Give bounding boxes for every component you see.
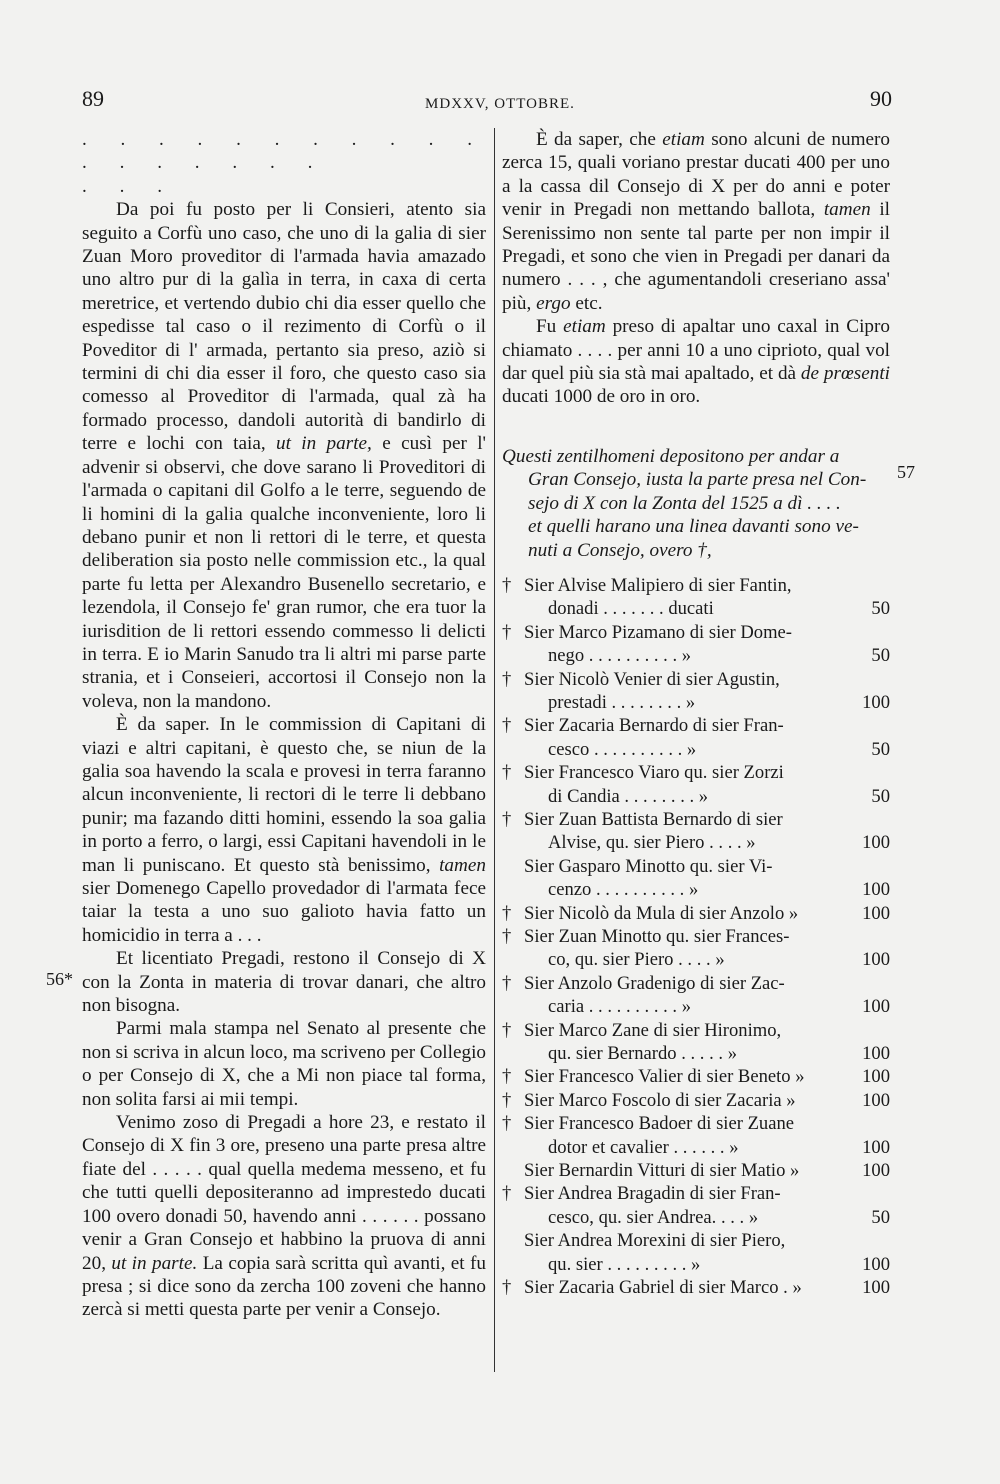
entry-line-1: Sier Zacaria Gabriel di sier Marco . » [524,1277,802,1299]
entry-line-2: dotor et cavalier . . . . . . » [548,1136,739,1158]
entry-line-1: Sier Nicolò da Mula di sier Anzolo » [524,902,799,924]
entry-name [524,1065,824,1088]
entry-amount: 50 [871,738,890,760]
cross-mark: † [502,808,512,830]
entry-name [524,1229,824,1276]
entry-amount: 100 [862,1253,890,1275]
cross-mark: † [502,972,512,994]
cross-mark: † [502,574,512,596]
entry-name [524,855,824,902]
ellipsis-line: . . . [82,175,176,197]
entry-line-1: Sier Zacaria Bernardo di sier Fran- [524,715,784,737]
entry-amount: 100 [862,691,890,713]
entry-name [524,714,824,761]
list-item [502,1112,890,1159]
cross-mark [502,1159,524,1182]
entry-name [524,808,824,855]
entry-line-2: prestadi . . . . . . . . » [548,691,696,713]
entry-amount: 100 [862,879,890,901]
entry-line-1: Sier Francesco Valier di sier Beneto » [524,1066,805,1088]
paragraph: È da saper, che etiam sono alcuni de numero zerca 15, quali voriano prestar ducati 400 per uno a la cassa dil Consejo di X per do anni e poter venir in Pregadi non mettando ballota, tamen il Serenissimo non sente tal parte per non impir il Pregadi, et sono che vien in Pregadi per danari da numero . . . , che agumentandoli creseriano assa' più, ergo etc. [502,129,891,314]
list-item [502,902,890,925]
entry-name [524,761,824,808]
entry-amount: 50 [871,598,890,620]
list-item [502,1019,890,1066]
cross-mark: † [502,715,512,737]
entry-line-2: caria . . . . . . . . . . » [548,996,692,1018]
list-item [502,1089,890,1112]
list-item [502,621,890,668]
entry-line-1: Sier Bernardin Vitturi di sier Matio » [524,1160,800,1182]
entry-name [524,621,824,668]
cross-mark: † [502,762,512,784]
margin-note-right: 57 [897,462,915,482]
entry-name [524,1182,824,1229]
list-item [502,1065,890,1088]
running-title: MDXXV, OTTOBRE. [425,96,575,112]
entry-line-1: Sier Marco Foscolo di sier Zacaria » [524,1089,796,1111]
list-item [502,1276,890,1299]
entry-line-1: Sier Alvise Malipiero di sier Fantin, [524,574,792,596]
column-rule [494,128,495,1372]
list-item [502,1159,890,1182]
left-page-number: 89 [82,86,104,111]
entry-line-2: co, qu. sier Piero . . . . » [548,949,725,971]
entry-line-2: Alvise, qu. sier Piero . . . . » [548,832,756,854]
entry-name [524,668,824,715]
entry-amount: 100 [862,832,890,854]
entry-amount: 100 [862,996,890,1018]
ellipsis-line: . . . . . . . . . . . . . . . . . . [82,129,486,174]
cross-mark [502,855,524,902]
entry-amount: 100 [862,1043,890,1065]
entry-amount: 50 [871,785,890,807]
entry-amount: 100 [862,949,890,971]
list-item [502,761,890,808]
entry-line-1: Sier Gasparo Minotto qu. sier Vi- [524,855,773,877]
list-item [502,714,890,761]
entry-name [524,1276,824,1299]
cross-mark: † [502,1019,512,1041]
entry-line-1: Sier Andrea Morexini di sier Piero, [524,1230,786,1252]
entry-line-1: Sier Marco Pizamano di sier Dome- [524,621,792,643]
entry-amount: 100 [862,1089,890,1111]
cross-mark: † [502,1113,512,1135]
entry-line-1: Sier Zuan Minotto qu. sier Frances- [524,926,790,947]
paragraph: È da saper. In le commission di Capitani di viazi e altri capitani, è questo che, se niun de la galia soa havendo la scala e provesi in terra faranno alcun inconveniente, li rectori di le terre li debbano punir; ma fazando ditti homini, essendo la soa galia in porto a ferro, o largi, essi Capitani havendoli in le man li puniscano. Et questo stà benissimo, tamen sier Domenego Capello provedador di l'armata fece taiar la testa a uno suo galioto havia fatto un homicidio in terra a . . . [82,714,486,946]
entry-amount: 100 [862,902,890,924]
list-item [502,1182,890,1229]
entry-amount: 100 [862,1066,890,1088]
entry-amount: 100 [862,1277,890,1299]
entry-amount: 50 [871,645,890,667]
list-item [502,855,890,902]
cross-mark: † [502,668,512,690]
cross-mark [502,1229,524,1276]
entry-line-2: qu. sier . . . . . . . . . » [548,1253,701,1275]
cross-mark: † [502,1277,512,1299]
entry-line-1: Sier Francesco Viaro qu. sier Zorzi [524,762,784,784]
entry-line-2: di Candia . . . . . . . . » [548,785,709,807]
entry-amount: 100 [862,1160,890,1182]
list-item [502,808,890,855]
cross-mark: † [502,1066,512,1088]
margin-note-left: 56* [46,969,73,989]
paragraph: Venimo zoso di Pregadi a hore 23, e restato il Consejo di X fin 3 ore, preseno una parte presa altre fiate del . . . . . qual quella medema messeno, et fu che tutti quelli depositeranno ad imprestedo ducati 100 overo donadi 50, havendo anni . . . . . . possano venir a Gran Consejo et habbino la pruova di anni 20, ut in parte. La copia sarà scritta quì avanti, et fu presa ; si dice sono da zercha 100 zoveni che hanno zercà si metti questa parte per venir a Consejo. [82,1112,487,1321]
list-item [502,668,890,715]
paragraph: Da poi fu posto per li Consieri, atento sia seguito a Corfù uno caso, che uno di la galia di sier Zuan Moro proveditor di l'armada havia amazado uno altro pur di la galìa in terra, in caxa di certa meretrice, et vertendo dubio chi dia esser quello che espedisse tal caso o il rezimento di Corfù o il Poveditor di l' armada, pertanto sia preso, aziò si termini di chi dia esser il foro, che questo caso sia comesso al Proveditor di l'armada, qual zà ha formado processo, dandoli autorità di bandirlo di terre e lochi con taia, ut in parte, e cusì per l' advenir si observi, che dove sarano li Proveditori di l'armada o capitani dil Golfo a le terre, seguendo de li homini di la galia qualche inconveniente, loro li debano punir et non li rettori di le terre, et questa deliberation sia posto nelle commission etc., la qual parte fu letta per Alexandro Busenello secretario, e lezendola, il Consejo fe' gran rumor, che era tuor la iurisdition de li rettori essendo commesso li delicti in terra. E io Marin Sanudo tra li altri mi parse parte strania, et i Conseieri, accortosi il Consejo non la voleva, non la mandono. [82,199,486,712]
entry-name [524,902,824,925]
entry-name [524,1112,824,1159]
entry-line-2: donadi . . . . . . . ducati [548,598,714,620]
list-item [502,574,890,621]
cross-mark: † [502,902,512,924]
entry-amount: 100 [862,1136,890,1158]
entry-line-1: Sier Marco Zane di sier Hironimo, [524,1019,782,1041]
entry-amount: 50 [871,1206,890,1228]
entry-line-2: cesco, qu. sier Andrea. . . . » [548,1206,759,1228]
entry-name [524,1089,824,1112]
entry-name [524,1159,824,1182]
list-item [502,1229,890,1276]
entry-line-2: cenzo . . . . . . . . . . » [548,879,699,901]
cross-mark: † [502,926,512,947]
cross-mark: † [502,1089,512,1111]
entry-line-2: nego . . . . . . . . . . » [548,645,692,667]
depositor-list [502,574,890,1300]
cross-mark: † [502,1183,512,1205]
entry-line-1: Sier Nicolò Venier di sier Agustin, [524,668,780,690]
paragraph: Et licentiato Pregadi, restono il Consejo di X con la Zonta in materia di trovar danari, che altro non bisogna. [82,948,486,1017]
paragraph: Parmi mala stampa nel Senato al presente che non si scriva in alcun loco, ma scriveno per Collegio o per Consejo di X, che a Mi non piace tal forma, non solita farsi ai mii tempi. [82,1018,486,1110]
entry-line-1: Sier Zuan Battista Bernardo di sier [524,808,783,830]
list-item [502,925,890,972]
paragraph: Fu etiam preso di apaltar uno caxal in Cipro chiamato . . . . per anni 10 a uno ciprioto, qual vol dar quel più sia stà mai apaltado, et dà de prœsenti ducati 1000 de oro in oro. [502,316,891,408]
list-heading: Questi zentilhomeni depositono per andar a Gran Consejo, iusta la parte presa nel Con- sejo di X con la Zonta del 1525 a dì . . . . et quelli harano una linea davanti sono ve- nuti a Consejo, overo †, [502,445,867,561]
entry-line-1: Sier Anzolo Gradenigo di sier Zac- [524,972,785,994]
right-column [502,128,890,1300]
right-page-number: 90 [870,86,892,111]
entry-name [524,574,824,621]
entry-line-1: Sier Andrea Bragadin di sier Fran- [524,1183,781,1205]
left-column [82,128,486,1322]
entry-line-1: Sier Francesco Badoer di sier Zuane [524,1113,795,1135]
entry-line-2: cesco . . . . . . . . . . » [548,738,697,760]
entry-line-2: qu. sier Bernardo . . . . . » [548,1043,737,1065]
cross-mark: † [502,621,512,643]
entry-name [524,1019,824,1066]
entry-name [524,925,824,972]
entry-name [524,972,824,1019]
list-item [502,972,890,1019]
